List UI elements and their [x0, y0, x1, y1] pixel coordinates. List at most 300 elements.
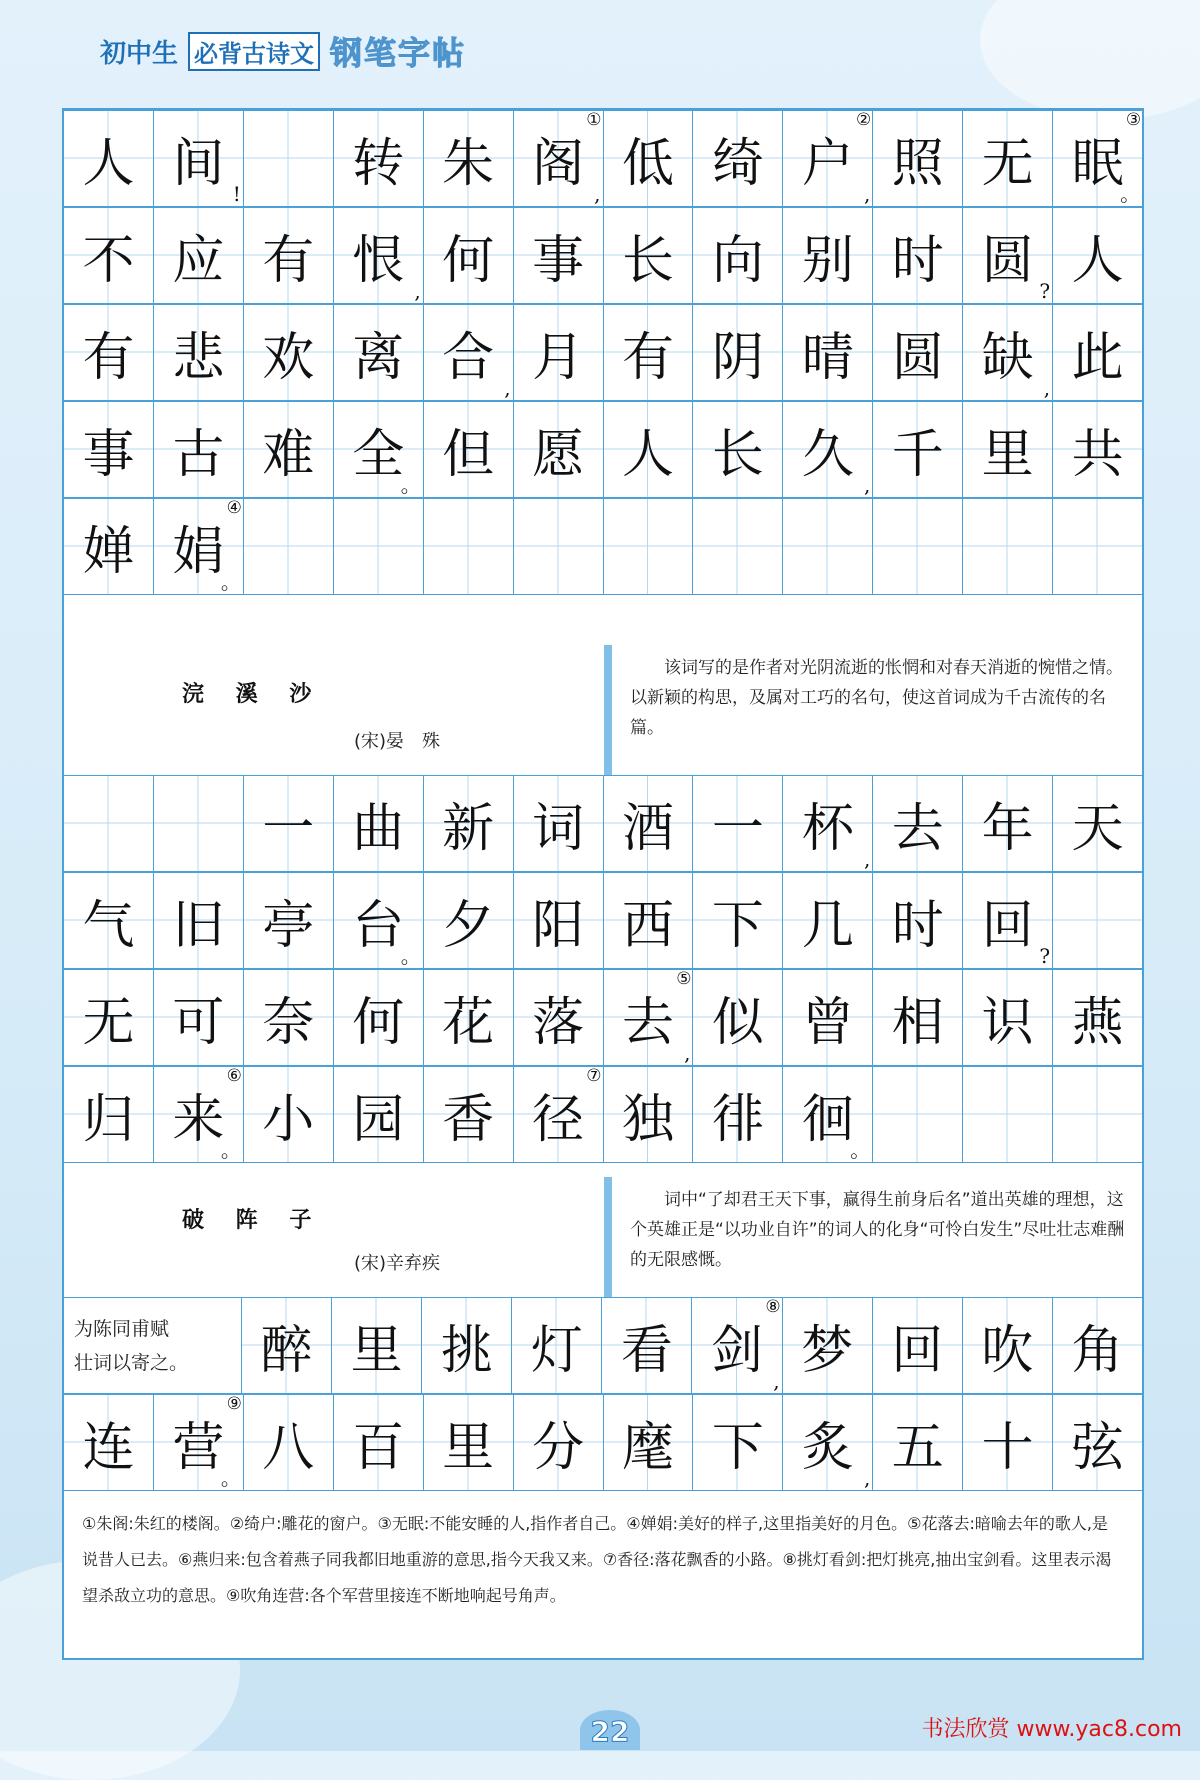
character: 难	[262, 425, 315, 485]
grid-cell	[424, 499, 514, 594]
grid-cell	[244, 873, 334, 968]
grid-cell	[873, 1298, 963, 1393]
punctuation: ,	[684, 1041, 691, 1065]
punctuation: 。	[220, 570, 241, 594]
copybook-page	[62, 108, 1144, 1660]
character: 归	[82, 1090, 135, 1150]
character: 去	[621, 993, 674, 1053]
grid-cell	[1053, 1067, 1142, 1162]
character	[604, 499, 693, 594]
punctuation: ,	[594, 182, 601, 206]
character	[244, 111, 333, 206]
grid-cell	[154, 1395, 244, 1490]
character: 西	[621, 896, 674, 956]
punctuation: ,	[863, 182, 871, 206]
grid-cell	[873, 970, 963, 1065]
grid-cell	[963, 776, 1053, 871]
grid-cell	[334, 1395, 424, 1490]
character: 有	[82, 328, 135, 388]
grid-cell	[514, 1067, 604, 1162]
punctuation: 。	[1120, 182, 1141, 206]
punctuation: ?	[1039, 279, 1051, 303]
character: 久	[801, 425, 854, 485]
character: 阁	[532, 134, 585, 194]
punctuation: ,	[1043, 376, 1051, 400]
grid-cell	[783, 305, 873, 400]
grid-cell	[604, 873, 694, 968]
character: 园	[352, 1090, 405, 1150]
character	[873, 1067, 962, 1162]
grid-cell	[424, 776, 514, 871]
character	[783, 499, 872, 594]
character: 回	[981, 896, 1034, 956]
character: 回	[891, 1321, 944, 1381]
poem-title: 浣 溪 沙	[182, 682, 324, 707]
grid-cell	[64, 970, 154, 1065]
grid-row	[64, 401, 1142, 498]
character: 人	[82, 134, 135, 194]
character	[64, 776, 153, 871]
grid-cell	[1053, 970, 1142, 1065]
grid-cell	[693, 305, 783, 400]
grid-row	[64, 498, 1142, 595]
character	[514, 499, 603, 594]
grid-cell	[512, 1298, 602, 1393]
character: 缺	[981, 328, 1034, 388]
grid-cell	[334, 305, 424, 400]
grid-cell	[1053, 1395, 1142, 1490]
character: 下	[711, 1418, 764, 1478]
punctuation: ,	[414, 279, 421, 303]
character: 可	[172, 993, 225, 1053]
grid-cell	[604, 776, 694, 871]
grid-cell	[244, 402, 334, 497]
character: 看	[620, 1321, 673, 1381]
character: 里	[442, 1418, 495, 1478]
footnote-marker: ⑨	[226, 1394, 242, 1414]
page-number: 22	[580, 1710, 640, 1750]
grid-cell	[1053, 208, 1142, 303]
grid-cell	[424, 402, 514, 497]
grid-row	[64, 1066, 1142, 1163]
grid-cell	[244, 970, 334, 1065]
grid-cell	[783, 873, 873, 968]
character: 向	[711, 231, 764, 291]
punctuation: ,	[863, 1466, 871, 1490]
character: 阴	[711, 328, 764, 388]
background-decoration	[980, 0, 1200, 120]
character: 醉	[260, 1321, 313, 1381]
character: 转	[352, 134, 405, 194]
grid-cell	[963, 970, 1053, 1065]
poem-preface	[64, 1298, 242, 1393]
character: 全	[352, 425, 405, 485]
character: 分	[532, 1418, 585, 1478]
character: 事	[532, 231, 585, 291]
character: 相	[891, 993, 944, 1053]
character: 弦	[1071, 1418, 1124, 1478]
grid-cell	[334, 873, 424, 968]
character: 年	[981, 799, 1034, 859]
character	[154, 776, 243, 871]
grid-cell	[693, 1067, 783, 1162]
grid-cell	[604, 305, 694, 400]
character: 低	[621, 134, 674, 194]
grid-cell	[64, 873, 154, 968]
character: 五	[891, 1418, 944, 1478]
character: 剑	[711, 1321, 764, 1381]
character: 台	[352, 896, 405, 956]
grid-cell	[514, 873, 604, 968]
poem3-title-block	[64, 1177, 1142, 1297]
grid-cell	[334, 499, 424, 594]
grid-cell	[873, 402, 963, 497]
punctuation: !	[232, 182, 241, 206]
character: 无	[82, 993, 135, 1053]
grid-cell	[64, 499, 154, 594]
grid-cell	[783, 402, 873, 497]
grid-cell	[514, 970, 604, 1065]
poem3-heading	[64, 1177, 604, 1297]
poem-author: (宋)晏 殊	[354, 731, 441, 752]
grid-cell	[604, 499, 694, 594]
character: 愿	[532, 425, 585, 485]
grid-cell	[963, 873, 1053, 968]
grid-cell	[1053, 1298, 1142, 1393]
grid-cell	[783, 1298, 873, 1393]
grid-cell	[334, 208, 424, 303]
character	[334, 499, 423, 594]
character: 照	[891, 134, 944, 194]
grid-cell	[154, 776, 244, 871]
poem-author: (宋)辛弃疾	[354, 1253, 441, 1274]
punctuation: ,	[863, 473, 871, 497]
grid-cell	[242, 1298, 332, 1393]
footnote-marker: ①	[586, 110, 602, 130]
character: 徘	[711, 1090, 764, 1150]
character: 去	[891, 799, 944, 859]
character: 月	[532, 328, 585, 388]
grid-cell	[604, 111, 694, 206]
header-boxed-label: 必背古诗文	[188, 32, 320, 71]
character: 径	[532, 1090, 585, 1150]
character: 吹	[981, 1321, 1034, 1381]
character: 香	[442, 1090, 495, 1150]
character: 一	[262, 799, 315, 859]
grid-cell	[693, 402, 783, 497]
character	[1053, 873, 1142, 968]
grid-cell	[154, 402, 244, 497]
character: 来	[172, 1090, 225, 1150]
character: 绮	[711, 134, 764, 194]
divider-bar	[604, 645, 612, 775]
character: 人	[621, 425, 674, 485]
poem-intro: 词中“了却君王天下事，赢得生前身后名”道出英雄的理想，这个英雄正是“以功业自许”的词人的化身“可怜白发生”尽吐壮志难酬的无限感慨。	[630, 1190, 1125, 1270]
character: 麾	[621, 1418, 674, 1478]
character: 里	[350, 1321, 403, 1381]
character: 八	[262, 1418, 315, 1478]
grid-cell	[424, 970, 514, 1065]
grid-cell	[514, 499, 604, 594]
punctuation: 。	[400, 944, 421, 968]
character: 几	[801, 896, 854, 956]
character: 炙	[801, 1418, 854, 1478]
character: 古	[172, 425, 225, 485]
character: 天	[1071, 799, 1124, 859]
grid-cell	[963, 1067, 1053, 1162]
grid-cell	[604, 1395, 694, 1490]
character: 杯	[801, 799, 854, 859]
divider-bar	[604, 1177, 612, 1297]
grid-cell	[693, 208, 783, 303]
grid-cell	[154, 208, 244, 303]
grid-cell	[514, 208, 604, 303]
footnote-marker: ③	[1125, 110, 1142, 130]
grid-row	[64, 872, 1142, 969]
character: 共	[1071, 425, 1124, 485]
poem-title: 破 阵 子	[182, 1208, 324, 1233]
grid-cell	[424, 111, 514, 206]
grid-cell	[873, 1067, 963, 1162]
punctuation: 。	[220, 1138, 241, 1162]
character: 百	[352, 1418, 405, 1478]
character: 但	[442, 425, 495, 485]
character: 小	[262, 1090, 315, 1150]
character: 时	[891, 231, 944, 291]
punctuation: 。	[850, 1138, 871, 1162]
poem2-heading	[64, 645, 604, 775]
grid-cell	[422, 1298, 512, 1393]
character: 气	[82, 896, 135, 956]
grid-cell	[693, 1395, 783, 1490]
character: 不	[82, 231, 135, 291]
grid-cell	[783, 111, 873, 206]
character: 娟	[172, 522, 225, 582]
character: 曾	[801, 993, 854, 1053]
grid-row	[64, 304, 1142, 401]
character	[963, 1067, 1052, 1162]
grid-cell	[693, 873, 783, 968]
character: 花	[442, 993, 495, 1053]
grid-cell	[693, 970, 783, 1065]
grid-cell	[692, 1298, 782, 1393]
grid-cell	[64, 208, 154, 303]
footnotes: ①朱阁:朱红的楼阁。②绮户:雕花的窗户。③无眠:不能安睡的人,指作者自己。④婵娟:美好的样子,这里指美好的月色。⑤花落去:暗喻去年的歌人,是说昔人已去。⑥燕归来:包含着燕子同我都旧地重游的意思,指今天我又来。⑦香径:落花飘香的小路。⑧挑灯看剑:把灯挑亮,抽出宝剑看。这里表示渴望杀敌立功的意思。⑨吹角连营:各个军营里接连不断地响起号角声。	[82, 1514, 1112, 1605]
character: 词	[532, 799, 585, 859]
grid-cell	[873, 776, 963, 871]
grid-cell	[514, 1395, 604, 1490]
character: 合	[442, 328, 495, 388]
character: 人	[1071, 231, 1124, 291]
punctuation: 。	[220, 1466, 241, 1490]
grid-cell	[424, 208, 514, 303]
header-title: 钢笔字帖	[330, 34, 467, 72]
character: 间	[172, 134, 225, 194]
grid-cell	[244, 208, 334, 303]
grid-cell	[64, 1395, 154, 1490]
grid-cell	[64, 305, 154, 400]
character: 圆	[981, 231, 1034, 291]
grid-cell	[783, 776, 873, 871]
grid-cell	[334, 1067, 424, 1162]
grid-cell	[154, 873, 244, 968]
grid-cell	[1053, 402, 1142, 497]
grid-cell	[244, 499, 334, 594]
grid-cell	[693, 499, 783, 594]
character	[1053, 499, 1142, 594]
grid-cell	[1053, 499, 1142, 594]
character: 眠	[1071, 134, 1124, 194]
grid-cell	[873, 305, 963, 400]
character: 何	[442, 231, 495, 291]
character: 角	[1071, 1321, 1124, 1381]
grid-cell	[1053, 873, 1142, 968]
grid-cell	[783, 208, 873, 303]
poem-intro: 该词写的是作者对光阴流逝的怅惘和对春天消逝的惋惜之情。以新颖的构思，及属对工巧的名句，使这首词成为千古流传的名篇。	[630, 658, 1123, 738]
grid-cell	[424, 305, 514, 400]
grid-cell	[604, 970, 694, 1065]
grid-row	[64, 207, 1142, 304]
grid-cell	[154, 1067, 244, 1162]
grid-cell	[332, 1298, 422, 1393]
character: 营	[172, 1418, 225, 1478]
header-label: 初中生	[100, 38, 179, 69]
character: 朱	[442, 134, 495, 194]
grid-cell	[963, 305, 1053, 400]
grid-cell	[154, 970, 244, 1065]
grid-cell	[693, 111, 783, 206]
preface-line: 壮词以寄之。	[74, 1351, 189, 1374]
character: 独	[621, 1090, 674, 1150]
grid-cell	[244, 305, 334, 400]
character: 别	[801, 231, 854, 291]
character	[1053, 1067, 1142, 1162]
poem2-title-block	[64, 645, 1142, 775]
grid-cell	[514, 305, 604, 400]
grid-cell	[514, 776, 604, 871]
character: 曲	[352, 799, 405, 859]
character: 灯	[530, 1321, 583, 1381]
site-watermark: 书法欣赏 www.yac8.com	[921, 1717, 1182, 1742]
grid-cell	[1053, 776, 1142, 871]
character: 挑	[440, 1321, 493, 1381]
footnote-marker: ⑦	[586, 1066, 602, 1086]
character: 十	[981, 1418, 1034, 1478]
grid-cell	[602, 1298, 692, 1393]
character: 徊	[801, 1090, 854, 1150]
grid-cell	[963, 1298, 1053, 1393]
grid-cell	[424, 1067, 514, 1162]
grid-cell	[1053, 111, 1142, 206]
footnote-marker: ②	[856, 110, 872, 130]
character: 欢	[262, 328, 315, 388]
grid-cell	[244, 776, 334, 871]
page-header	[100, 30, 466, 72]
grid-cell	[334, 111, 424, 206]
character	[963, 499, 1052, 594]
grid-cell	[1053, 305, 1142, 400]
character: 亭	[262, 896, 315, 956]
grid-cell	[873, 208, 963, 303]
grid-cell	[424, 1395, 514, 1490]
grid-cell	[424, 873, 514, 968]
character: 何	[352, 993, 405, 1053]
grid-cell	[154, 111, 244, 206]
character: 酒	[621, 799, 674, 859]
grid-cell	[873, 1395, 963, 1490]
character: 识	[981, 993, 1034, 1053]
grid-cell	[963, 402, 1053, 497]
grid-cell	[604, 402, 694, 497]
grid-cell	[783, 1067, 873, 1162]
grid-cell	[963, 111, 1053, 206]
character: 户	[801, 134, 854, 194]
punctuation: ,	[863, 847, 871, 871]
punctuation: ,	[773, 1369, 780, 1393]
character: 恨	[352, 231, 405, 291]
grid-cell	[963, 499, 1053, 594]
character: 婵	[82, 522, 135, 582]
grid-cell	[873, 499, 963, 594]
grid-cell	[604, 1067, 694, 1162]
grid-row	[64, 1394, 1142, 1491]
grid-row	[64, 775, 1142, 872]
character: 似	[711, 993, 764, 1053]
character: 旧	[172, 896, 225, 956]
grid-row	[64, 969, 1142, 1066]
character	[244, 499, 333, 594]
grid-cell	[64, 776, 154, 871]
character: 应	[172, 231, 225, 291]
grid-cell	[334, 402, 424, 497]
preface-line: 为陈同甫赋	[74, 1317, 170, 1340]
grid-cell	[154, 305, 244, 400]
grid-cell	[64, 1067, 154, 1162]
character	[424, 499, 513, 594]
character: 下	[711, 896, 764, 956]
grid-cell	[244, 111, 334, 206]
character: 事	[82, 425, 135, 485]
footnote-marker: ④	[226, 498, 242, 518]
grid-cell	[64, 111, 154, 206]
character	[873, 499, 962, 594]
character: 连	[82, 1418, 135, 1478]
character: 燕	[1071, 993, 1124, 1053]
grid-cell	[783, 970, 873, 1065]
character: 有	[621, 328, 674, 388]
poem3-grid-row	[64, 1297, 1142, 1394]
character: 千	[891, 425, 944, 485]
character: 新	[442, 799, 495, 859]
character: 落	[532, 993, 585, 1053]
grid-cell	[334, 776, 424, 871]
character: 此	[1071, 328, 1124, 388]
grid-cell	[963, 1395, 1053, 1490]
grid-cell	[514, 111, 604, 206]
character: 梦	[801, 1321, 854, 1381]
grid-cell	[334, 970, 424, 1065]
grid-cell	[244, 1395, 334, 1490]
punctuation: ?	[1039, 944, 1051, 968]
character: 无	[981, 134, 1034, 194]
character	[693, 499, 782, 594]
footnote-marker: ⑤	[676, 969, 692, 989]
character: 阳	[532, 896, 585, 956]
grid-cell	[64, 402, 154, 497]
character: 里	[981, 425, 1034, 485]
footnote-marker: ⑧	[765, 1297, 781, 1317]
grid-cell	[963, 208, 1053, 303]
